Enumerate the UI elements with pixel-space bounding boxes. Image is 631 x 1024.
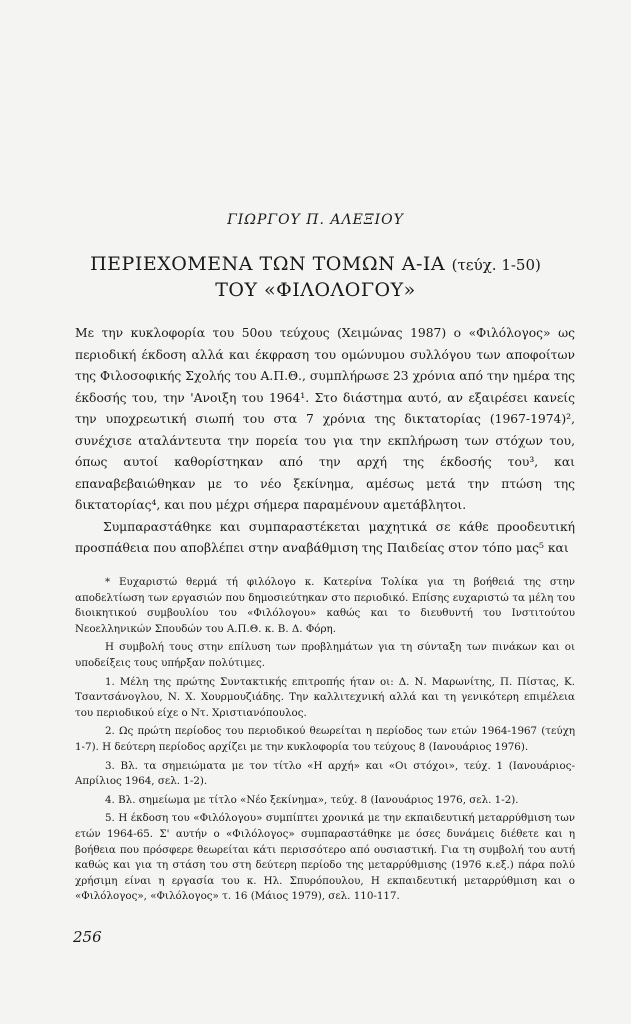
footnote-2: 2. Ως πρώτη περίοδος του περιοδικού θεωρείται η περίοδος των ετών 1964-1967 (τεύχη 1-7). Η δεύτερη περίοδος αρχίζει με την κυκλοφορία του τεύχους 8 (Ιανουάριος 1976). [75, 725, 575, 753]
title-line-1 [60, 252, 571, 278]
body-text [75, 323, 575, 560]
footnote-1: 1. Μέλη της πρώτης Συντακτικής επιτροπής ήταν οι: Δ. Ν. Μαρωνίτης, Π. Πίστας, Κ. Τσαντσάνογλου, Ν. Χ. Χουρμουζιάδης. Την καλλιτεχνική αλλά και τη γενικότερη επιμέλεια του περιοδικού είχε ο Ντ. Χριστιανόπουλος. [75, 675, 575, 719]
page-number: 256 [73, 928, 102, 946]
title-issue-range: (τεύχ. 1-50) [451, 256, 541, 274]
footnote-5: 5. Η έκδοση του «Φιλόλογου» συμπίπτει χρονικά με την εκπαιδευτική μεταρρύθμιση των ετών 1964-65. Σ' αυτήν ο «Φιλόλογος» συμπαραστάθηκε με όσες δυνάμεις διέθετε και η βοήθεια που πρόσφερε θεωρείται κάτι περισσότερο από ουσιαστική. Για τη συμβολή του αυτή καθώς και για τη στάση του στη δεύτερη περίοδο της μεταρρύθμισης (1976 κ.εξ.) πάρα πολύ χρήσιμη είναι η εργασία του κ. Ηλ. Σπυρόπουλου, Η εκπαιδευτική μεταρρύθμιση και ο «Φιλόλογος», «Φιλόλογος» τ. 16 (Μάιος 1979), σελ. 110-117. [75, 812, 575, 903]
footnote-acknowledgement-cont: Η συμβολή τους στην επίλυση των προβλημάτων για τη σύνταξη των πινάκων και οι υποδείξεις τους υπήρξαν πολύτιμες. [75, 641, 575, 669]
author-name: ΓΙΩΡΓΟΥ Π. ΑΛΕΞΙΟΥ [227, 212, 404, 228]
body-paragraph-1: Με την κυκλοφορία του 50ου τεύχους (Χειμώνας 1987) ο «Φιλόλογος» ως περιοδική έκδοση αλλά και έκφραση του ομώνυμου συλλόγου των αποφοίτων της Φιλοσοφικής Σχολής του Α.Π.Θ., συμπλήρωσε 23 χρόνια από την ημέρα της έκδοσής του, την 'Ανοιξη του 1964¹. Στο διάστημα αυτό, αν εξαιρέσει κανείς την υποχρεωτική σιωπή του στα 7 χρόνια της δικτατορίας (1967-1974)², συνέχισε αταλάντευτα την πορεία του για την εκπλήρωση των στόχων του, όπως αυτοί καθορίστηκαν από την αρχή της έκδοσής του³, και επαναβεβαιώθηκαν με το νέο ξεκίνημα, αμέσως μετά την πτώση της δικτατορίας⁴, και που μέχρι σήμερα παραμένουν αμετάβλητοι. [75, 326, 575, 512]
title-line-2: ΤΟΥ «ΦΙΛΟΛΟΓΟΥ» [215, 279, 416, 301]
footnote-3: 3. Βλ. τα σημειώματα με τον τίτλο «Η αρχή» και «Οι στόχοι», τεύχ. 1 (Ιανουάριος-Απρίλιος 1964, σελ. 1-2). [75, 759, 575, 788]
footnotes [75, 575, 575, 905]
footnote-4: 4. Βλ. σημείωμα με τίτλο «Νέο ξεκίνημα», τεύχ. 8 (Ιανουάριος 1976, σελ. 1-2). [105, 793, 519, 806]
body-paragraph-2: Συμπαραστάθηκε και συμπαραστέκεται μαχητικά σε κάθε προοδευτική προσπάθεια που αποβλέπει στην αναβάθμιση της Παιδείας στον τόπο μας⁵ και [75, 519, 575, 555]
footnote-acknowledgement: * Ευχαριστώ θερμά τή φιλόλογο κ. Κατερίνα Τολίκα για τη βοήθειά της στην αποδελτίωση των εργασιών που δημοσιεύτηκαν στο περιοδικό. Επίσης ευχαριστώ τα μέλη του διοικητικού συμβουλίου του «Φιλόλογου» καθώς και το διευθυντή του Ινστιτούτου Νεοελληνικών Σπουδών του Α.Π.Θ. κ. Β. Δ. Φόρη. [75, 576, 575, 635]
article-title [60, 252, 571, 303]
title-main: ΠΕΡΙΕΧΟΜΕΝΑ ΤΩΝ ΤΟΜΩΝ Α-ΙΑ [90, 253, 446, 275]
